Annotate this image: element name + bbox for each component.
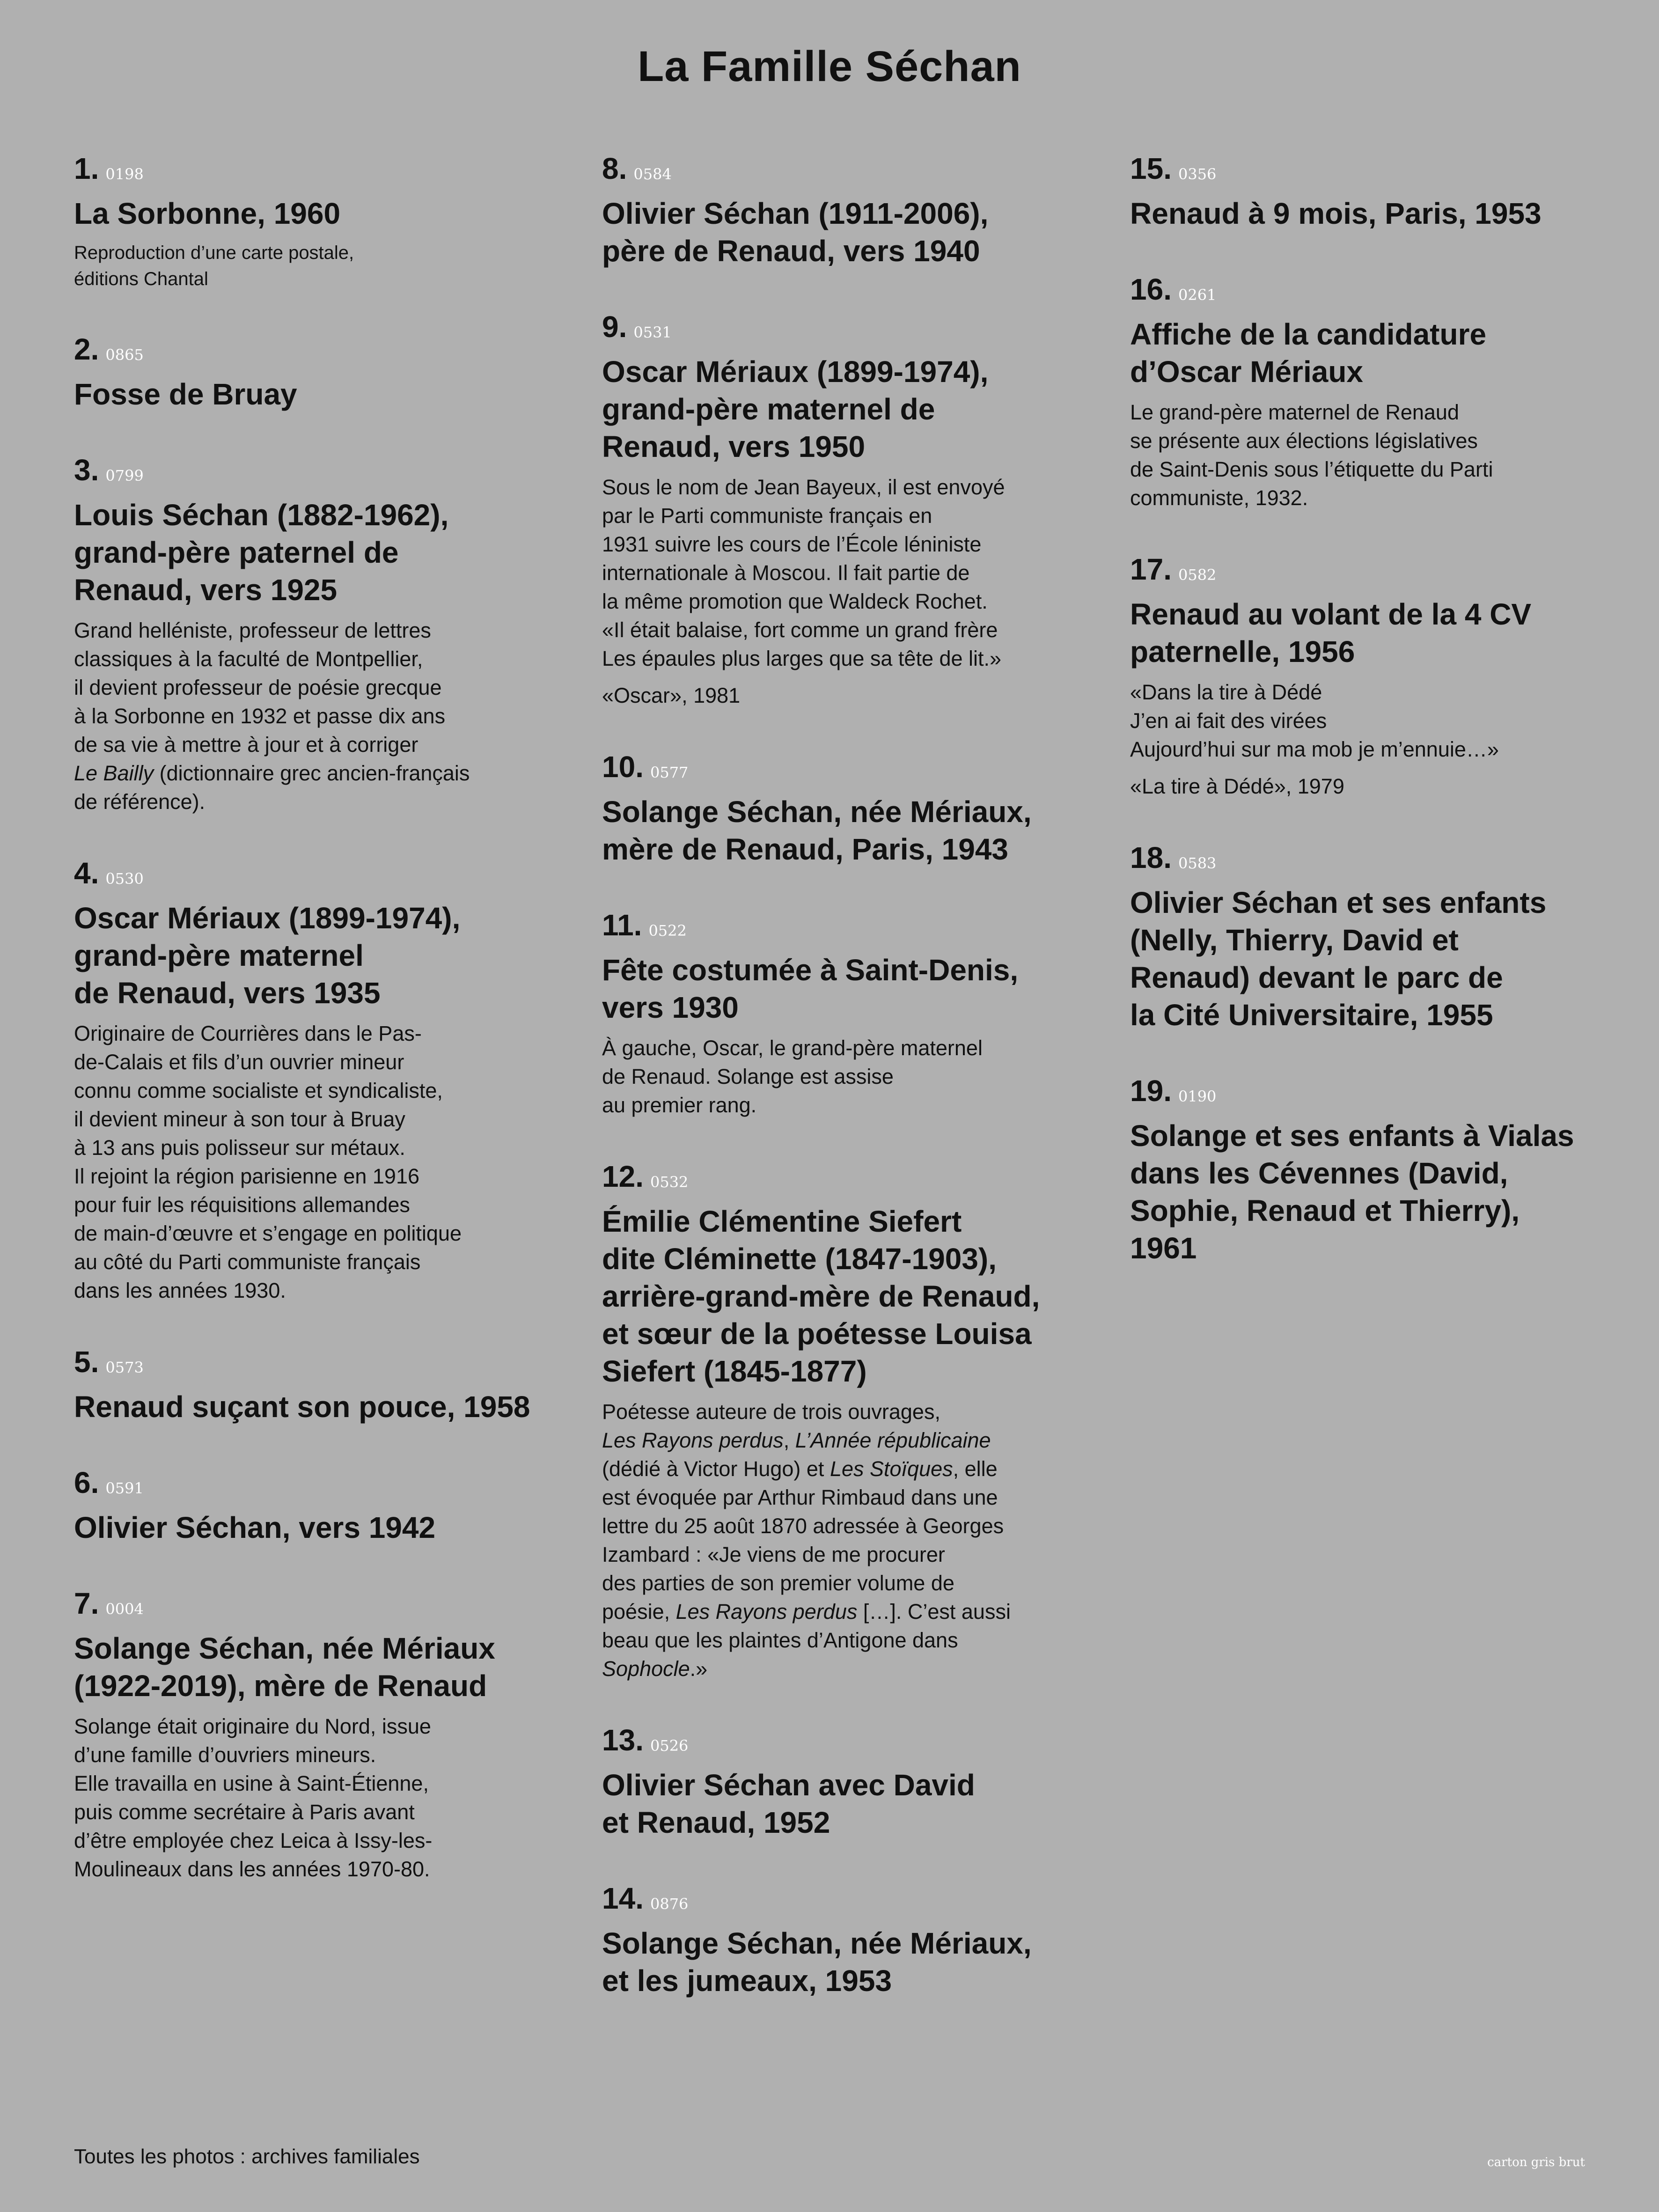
archive-code: 0865 bbox=[105, 346, 144, 364]
caption-entry bbox=[1130, 150, 1636, 232]
caption-heading bbox=[74, 150, 580, 191]
caption-heading bbox=[74, 451, 580, 492]
caption-number: 10. bbox=[602, 750, 644, 784]
archive-code: 0532 bbox=[650, 1173, 689, 1191]
caption-number: 14. bbox=[602, 1881, 644, 1915]
caption-entry bbox=[74, 331, 580, 413]
caption-title: Affiche de la candidature d’Oscar Mériaux bbox=[1130, 317, 1487, 389]
page-title: La Famille Séchan bbox=[638, 43, 1021, 90]
archive-code: 0876 bbox=[650, 1895, 689, 1913]
description-text: Sous le nom de Jean Bayeux, il est envoyé par le Parti communiste français en 1931 suivre les cours de l’École léniniste internationale à Moscou. Il fait partie de la même promotion que Waldeck Rochet. «Il était balaise, fort comme un grand frère Les épaules plus larges que sa tête de lit.» bbox=[602, 475, 1005, 670]
archive-code: 0799 bbox=[105, 467, 144, 485]
caption-description bbox=[602, 473, 1108, 673]
caption-title: Louis Séchan (1882-1962), grand-père paternel de Renaud, vers 1925 bbox=[74, 498, 449, 607]
caption-number: 18. bbox=[1130, 841, 1172, 875]
description-text: Reproduction d’une carte postale, éditions Chantal bbox=[74, 243, 354, 289]
caption-number: 15. bbox=[1130, 152, 1172, 185]
description-text: (dictionnaire grec ancien-français de référence). bbox=[74, 761, 470, 814]
caption-title: Solange Séchan, née Mériaux, mère de Renaud, Paris, 1943 bbox=[602, 795, 1032, 866]
caption-description bbox=[602, 1034, 1108, 1119]
caption-heading bbox=[602, 748, 1108, 789]
caption-description bbox=[74, 240, 580, 292]
caption-heading bbox=[74, 1585, 580, 1626]
caption-entry bbox=[602, 1721, 1108, 1841]
caption-entry bbox=[1130, 551, 1636, 801]
description-text: Solange était originaire du Nord, issue d’une famille d’ouvriers mineurs. Elle travailla en usine à Saint-Étienne, puis comme secrétaire à Paris avant d’être employée chez Leica à Issy-les- Moulineaux dans les années 1970-80. bbox=[74, 1714, 433, 1881]
description-text: .» bbox=[690, 1657, 708, 1681]
archive-code: 0531 bbox=[633, 323, 672, 341]
description-text: […]. C’est aussi beau que les plaintes d’Antigone dans bbox=[602, 1600, 1011, 1652]
archive-code: 0198 bbox=[105, 165, 144, 183]
caption-description bbox=[1130, 398, 1636, 512]
caption-number: 3. bbox=[74, 453, 99, 487]
column-left bbox=[74, 150, 580, 1922]
caption-title: Olivier Séchan et ses enfants (Nelly, Thierry, David et Renaud) devant le parc de la Cité Universitaire, 1955 bbox=[1130, 886, 1547, 1032]
caption-title: Renaud suçant son pouce, 1958 bbox=[74, 1390, 530, 1424]
caption-entry bbox=[1130, 1072, 1636, 1267]
description-text: Grand helléniste, professeur de lettres classiques à la faculté de Montpellier, il devient professeur de poésie grecque à la Sorbonne en 1932 et passe dix ans de sa vie à mettre à jour et à corriger bbox=[74, 618, 446, 757]
caption-number: 8. bbox=[602, 152, 627, 185]
caption-entry bbox=[1130, 271, 1636, 512]
archive-code: 0526 bbox=[650, 1737, 689, 1755]
column-middle bbox=[602, 150, 1108, 2038]
caption-heading bbox=[602, 906, 1108, 948]
caption-title: Solange Séchan, née Mériaux, et les jumeaux, 1953 bbox=[602, 1926, 1032, 1998]
caption-title: Fosse de Bruay bbox=[74, 377, 297, 411]
italic-title-text: Sophocle bbox=[602, 1657, 690, 1681]
caption-entry bbox=[74, 150, 580, 292]
caption-entry bbox=[602, 906, 1108, 1119]
caption-description bbox=[74, 1019, 580, 1305]
archive-code: 0004 bbox=[105, 1600, 144, 1618]
description-text: (dédié à Victor Hugo) et bbox=[602, 1457, 824, 1481]
archive-code: 0591 bbox=[105, 1479, 144, 1497]
caption-description bbox=[1130, 678, 1636, 764]
description-text: À gauche, Oscar, le grand-père maternel de Renaud. Solange est assise au premier rang. bbox=[602, 1036, 983, 1117]
caption-heading bbox=[1130, 150, 1636, 191]
caption-number: 5. bbox=[74, 1345, 99, 1379]
archive-code: 0530 bbox=[105, 870, 144, 888]
archive-code: 0190 bbox=[1178, 1088, 1217, 1105]
caption-number: 13. bbox=[602, 1723, 644, 1757]
caption-title: Fête costumée à Saint-Denis, vers 1930 bbox=[602, 953, 1019, 1024]
italic-title-text: Les Stoïques bbox=[830, 1457, 953, 1481]
caption-number: 7. bbox=[74, 1587, 99, 1620]
description-text: Le grand-père maternel de Renaud se présente aux élections législatives de Saint-Denis sous l’étiquette du Parti communiste, 1932. bbox=[1130, 400, 1493, 510]
caption-title: Oscar Mériaux (1899-1974), grand-père maternel de Renaud, vers 1950 bbox=[602, 355, 989, 463]
caption-entry bbox=[1130, 839, 1636, 1034]
caption-number: 17. bbox=[1130, 552, 1172, 586]
description-text: Poétesse auteure de trois ouvrages, bbox=[602, 1400, 940, 1424]
quote-source: «La tire à Dédé», 1979 bbox=[1130, 774, 1344, 798]
quote-source: «Oscar», 1981 bbox=[602, 683, 741, 707]
caption-heading bbox=[602, 308, 1108, 349]
description-text: , elle est évoquée par Arthur Rimbaud dans une lettre du 25 août 1870 adressée à Georges Izambard : «Je viens de me procurer des parties de son premier volume de poésie, bbox=[602, 1457, 1004, 1624]
italic-title-text: Le Bailly bbox=[74, 761, 154, 785]
italic-title-text: Les Rayons perdus bbox=[602, 1428, 784, 1452]
caption-heading bbox=[1130, 1072, 1636, 1113]
caption-entry bbox=[74, 451, 580, 816]
archive-code: 0573 bbox=[105, 1359, 144, 1376]
caption-title: Olivier Séchan (1911-2006), père de Renaud, vers 1940 bbox=[602, 197, 989, 268]
italic-title-text: L’Année républicaine bbox=[795, 1428, 991, 1452]
caption-number: 4. bbox=[74, 856, 99, 890]
caption-heading bbox=[74, 854, 580, 896]
caption-entry bbox=[602, 748, 1108, 868]
caption-heading bbox=[602, 1158, 1108, 1199]
caption-heading bbox=[1130, 551, 1636, 592]
caption-title: Oscar Mériaux (1899-1974), grand-père maternel de Renaud, vers 1935 bbox=[74, 901, 461, 1010]
paper-note: carton gris brut bbox=[1487, 2155, 1585, 2169]
caption-heading bbox=[1130, 271, 1636, 312]
caption-title: Olivier Séchan, vers 1942 bbox=[74, 1511, 436, 1544]
caption-title: Renaud au volant de la 4 CV paternelle, 1956 bbox=[1130, 597, 1532, 669]
caption-entry bbox=[602, 150, 1108, 270]
archive-code: 0522 bbox=[648, 922, 687, 940]
caption-description bbox=[74, 1712, 580, 1883]
caption-heading bbox=[74, 1464, 580, 1505]
archive-code: 0583 bbox=[1178, 854, 1217, 872]
caption-heading bbox=[602, 150, 1108, 191]
column-right bbox=[1130, 150, 1636, 1305]
caption-title: La Sorbonne, 1960 bbox=[74, 197, 341, 230]
caption-entry bbox=[74, 1585, 580, 1883]
caption-title: Olivier Séchan avec David et Renaud, 1952 bbox=[602, 1768, 975, 1839]
caption-entry bbox=[602, 1158, 1108, 1683]
archive-code: 0261 bbox=[1178, 286, 1217, 304]
caption-number: 16. bbox=[1130, 272, 1172, 306]
archive-code: 0582 bbox=[1178, 566, 1217, 584]
caption-number: 1. bbox=[74, 152, 99, 185]
caption-description bbox=[602, 1397, 1108, 1683]
description-text: , bbox=[783, 1428, 795, 1452]
description-text: Originaire de Courrières dans le Pas- de-Calais et fils d’un ouvrier mineur connu comme socialiste et syndicaliste, il devient mineur à son tour à Bruay à 13 ans puis polisseur sur métaux. Il rejoint la région parisienne en 1916 pour fuir les réquisitions allemandes de main-d’œuvre et s’engage en politique au côté du Parti communiste français dans les années 1930. bbox=[74, 1021, 462, 1302]
caption-entry bbox=[74, 1343, 580, 1426]
caption-number: 12. bbox=[602, 1160, 644, 1193]
caption-heading bbox=[602, 1880, 1108, 1921]
caption-number: 19. bbox=[1130, 1074, 1172, 1108]
caption-entry bbox=[74, 854, 580, 1305]
caption-title: Renaud à 9 mois, Paris, 1953 bbox=[1130, 197, 1542, 230]
archive-code: 0577 bbox=[650, 764, 689, 781]
description-text: «Dans la tire à Dédé J’en ai fait des virées Aujourd’hui sur ma mob je m’ennuie…» bbox=[1130, 680, 1499, 761]
caption-heading bbox=[602, 1721, 1108, 1763]
caption-heading bbox=[74, 331, 580, 372]
caption-title: Émilie Clémentine Siefert dite Cléminette (1847-1903), arrière-grand-mère de Renaud, et sœur de la poétesse Louisa Siefert (1845-1877) bbox=[602, 1205, 1040, 1388]
caption-description bbox=[74, 616, 580, 816]
caption-entry bbox=[74, 1464, 580, 1546]
caption-number: 2. bbox=[74, 332, 99, 366]
caption-entry bbox=[602, 308, 1108, 710]
caption-heading bbox=[74, 1343, 580, 1384]
caption-title: Solange Séchan, née Mériaux (1922-2019), mère de Renaud bbox=[74, 1631, 495, 1703]
archive-code: 0584 bbox=[633, 165, 672, 183]
caption-number: 6. bbox=[74, 1466, 99, 1499]
caption-number: 11. bbox=[602, 908, 642, 942]
caption-entry bbox=[602, 1880, 1108, 1999]
caption-title: Solange et ses enfants à Vialas dans les Cévennes (David, Sophie, Renaud et Thierry), 1961 bbox=[1130, 1119, 1574, 1265]
caption-number: 9. bbox=[602, 310, 627, 344]
italic-title-text: Les Rayons perdus bbox=[675, 1600, 858, 1624]
photo-credit: Toutes les photos : archives familiales bbox=[74, 2145, 420, 2168]
archive-code: 0356 bbox=[1178, 165, 1217, 183]
caption-heading bbox=[1130, 839, 1636, 880]
